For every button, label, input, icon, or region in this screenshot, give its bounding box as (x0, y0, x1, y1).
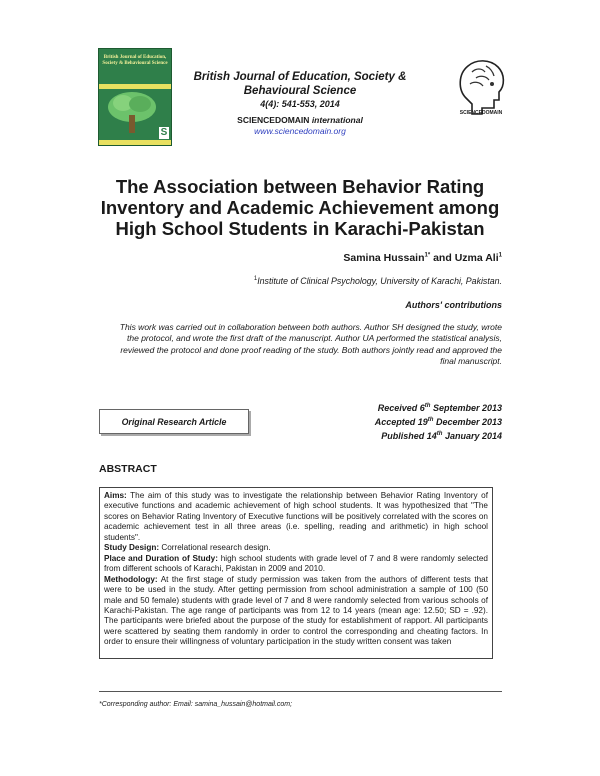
journal-header (186, 70, 414, 136)
published-date: Published 14th January 2014 (381, 431, 502, 441)
abstract-heading: ABSTRACT (99, 463, 157, 475)
contributions-text: This work was carried out in collaboration between both authors. Author SH designed the study, wrote the protocol, and wrote the first draft of the manuscript. Author UA performed the statistical analysis, reviewed the protocol and done proof reading of the study. Both authors jointly read and approved the final manuscript. (119, 322, 502, 366)
article-type-badge: Original Research Article (99, 409, 249, 434)
author-1: Samina Hussain (343, 252, 425, 264)
journal-url-link[interactable]: www.sciencedomain.org (254, 126, 346, 136)
corresponding-author-footnote: *Corresponding author: Email: samina_hussain@hotmail.com; (99, 701, 293, 708)
contributions-heading: Authors' contributions (405, 300, 502, 310)
author-line (343, 252, 502, 264)
journal-cover-image (98, 48, 172, 146)
publisher (186, 115, 414, 125)
author-2: Uzma Ali (454, 252, 499, 264)
abstract-aims: Aims: The aim of this study was to investigate the relationship between Behavior Rating Inventory of executive functions and academic achievement of high school students. It was hypothesized that "The scores on Behavior Rating Inventory of Executive functions will be positively correlated with the scores on academic achievement test in all three areas (i.e. spelling, reading and arithmetic) in high school students". (104, 491, 488, 542)
cover-sd-mark: S (160, 127, 168, 138)
footnote-divider (99, 691, 502, 692)
received-date: Received 6th September 2013 (377, 403, 502, 413)
publication-dates (375, 400, 502, 442)
abstract-methodology: Methodology: At the first stage of study permission was taken from the authors of different tests that were to be used in the study. After getting permission from school administration a sample of 100 (50 male and 50 female) students with grade level of 7 and 8 were randomly selected from various schools of Karachi-Pakistan. The age range of participants was from 12 to 14 years (mean age: 12.50; SD = .92). The participants were briefed about the purpose of the study for establishment of rapport. All participants were scattered by seating them randomly in order to control the corresponding and cheating factors. In order to ensure their willingness of voluntary participation in the study written consent was taken (104, 574, 488, 647)
logo-text: SCIENCEDOMAIN (459, 110, 503, 116)
cover-stripe (99, 84, 171, 89)
paper-title: The Association between Behavior Rating Inventory and Academic Achievement among High School Students in Karachi-Pakistan (100, 176, 500, 239)
author-2-affiliation-mark: 1 (498, 252, 502, 259)
affiliation-mark: 1 (253, 276, 258, 283)
affiliation (254, 276, 502, 286)
publisher-name: SCIENCEDOMAIN (237, 115, 310, 125)
journal-name: British Journal of Education, Society & Behavioural Science (193, 71, 407, 97)
tree-icon (105, 91, 159, 135)
abstract-box (99, 487, 493, 659)
journal-volume: 4(4): 541-553, 2014 (260, 99, 340, 109)
cover-journal-name: British Journal of Education, Society & Behavioural Science (102, 55, 168, 66)
accepted-date: Accepted 19th December 2013 (374, 417, 502, 427)
abstract-place: Place and Duration of Study: high school students with grade level of 7 and 8 were randomly selected from different schools of Karachi, Pakistan in 2009 and 2010. (104, 553, 488, 574)
author-separator: and (430, 252, 455, 264)
author-1-affiliation-mark: 1* (424, 252, 431, 259)
publisher-suffix: international (311, 115, 363, 125)
affiliation-text: Institute of Clinical Psychology, University of Karachi, Pakistan. (257, 276, 502, 286)
abstract-design: Study Design: Correlational research design. (104, 543, 271, 553)
cover-footer-stripe (99, 140, 171, 145)
